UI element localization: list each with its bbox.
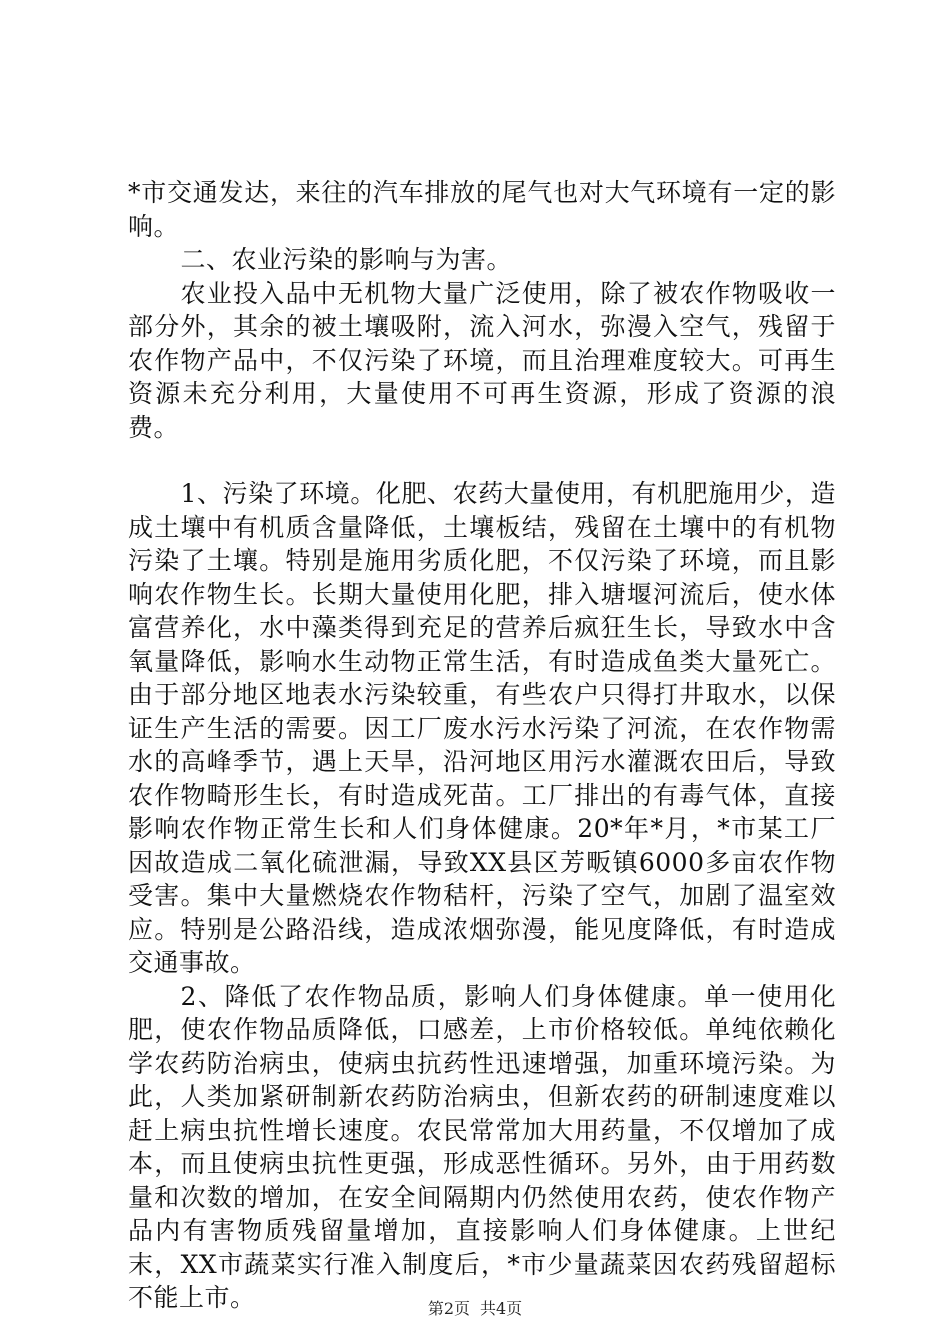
page-number: 第2页 — [427, 1299, 470, 1318]
page-total: 共4页 — [480, 1299, 523, 1318]
paragraph-point-2: 2、降低了农作物品质，影响人们身体健康。单一使用化肥，使农作物品质降低，口感差，上市价格较低。单纯依赖化学农药防治病虫，使病虫抗药性迅速增强，加重环境污染。为此，人类加紧研制新农药防治病虫，但新农药的研制速度难以赶上病虫抗性增长速度。农民常常加大用药量，不仅增加了成本，而且使病虫抗性更强，形成恶性循环。另外，由于用药数量和次数的增加，在安全间隔期内仍然使用农药，使农作物产品内有害物质残留量增加，直接影响人们身体健康。上世纪末，XX市蔬菜实行准入制度后，*市少量蔬菜因农药残留超标不能上市。 — [128, 981, 836, 1312]
section-heading: 二、农业污染的影响与为害。 — [180, 245, 513, 274]
document-body — [128, 176, 836, 1315]
paragraph-spacer — [128, 444, 836, 477]
paragraph-point-1: 1、污染了环境。化肥、农药大量使用，有机肥施用少，造成土壤中有机质含量降低，土壤板结，残留在土壤中的有机物污染了土壤。特别是施用劣质化肥，不仅污染了环境，而且影响农作物生长。长期大量使用化肥，排入塘堰河流后，使水体富营养化，水中藻类得到充足的营养后疯狂生长，导致水中含氧量降低，影响水生动物正常生活，有时造成鱼类大量死亡。由于部分地区地表水污染较重，有些农户只得打井取水，以保证生产生活的需要。因工厂废水污水污染了河流，在农作物需水的高峰季节，遇上天旱，沿河地区用污水灌溉农田后，导致农作物畸形生长，有时造成死苗。工厂排出的有毒气体，直接影响农作物正常生长和人们身体健康。20*年*月，*市某工厂因故造成二氧化硫泄漏，导致XX县区芳畈镇6000多亩农作物受害。集中大量燃烧农作物秸杆，污染了空气，加剧了温室效应。特别是公路沿线，造成浓烟弥漫，能见度降低，有时造成交通事故。 — [128, 479, 836, 977]
page-footer — [0, 1296, 950, 1319]
paragraph-intro: 农业投入品中无机物大量广泛使用，除了被农作物吸收一部分外，其余的被土壤吸附，流入河水，弥漫入空气，残留于农作物产品中，不仅污染了环境，而且治理难度较大。可再生资源未充分利用，大量使用不可再生资源，形成了资源的浪费。 — [128, 278, 836, 442]
paragraph-continuation: *市交通发达，来往的汽车排放的尾气也对大气环境有一定的影响。 — [128, 178, 836, 241]
